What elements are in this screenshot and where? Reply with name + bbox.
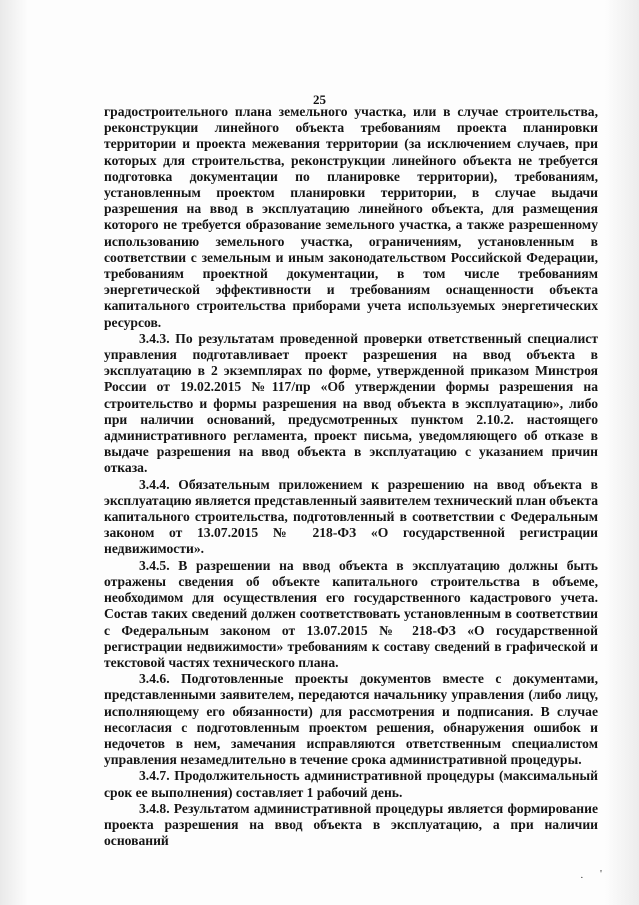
paragraph-3-4-4: 3.4.4. Обязательным приложением к разрешению на ввод объекта в эксплуатацию является представленный заявителем технический план объекта капитального строительства, подготовленный в соответствии с Федеральным законом от 13.07.2015 № 218-ФЗ «О государственной регистрации недвижимости».	[104, 476, 598, 557]
scan-edge-shadow-left	[0, 0, 28, 905]
scan-edge-shadow-right	[605, 0, 639, 905]
paragraph-3-4-5: 3.4.5. В разрешении на ввод объекта в эксплуатацию должны быть отражены сведения об объекте капитального строительства в объеме, необходимом для осуществления его государственного кадастрового учета. Состав таких сведений должен соответствовать установленным в соответствии с Федеральным законом от 13.07.2015 № 218-ФЗ «О государственной регистрации недвижимости» требованиям к составу сведений в графической и текстовой частях технического плана.	[104, 557, 598, 670]
scan-smudge-mark: ·	[580, 872, 584, 884]
body-text	[104, 104, 598, 849]
paragraph-3-4-6: 3.4.6. Подготовленные проекты документов вместе с документами, представленными заявителем, передаются начальнику управления (либо лицу, исполняющему его обязанности) для рассмотрения и подписания. В случае несогласия с подготовленным проектом решения, обнаружения ошибок и недочетов в нем, замечания исправляются ответственным специалистом управления незамедлительно в течение срока административной процедуры.	[104, 671, 598, 768]
scan-smudge-mark: '	[600, 868, 602, 880]
paragraph-3-4-3: 3.4.3. По результатам проведенной проверки ответственный специалист управления подготавливает проект разрешения на ввод объекта в эксплуатацию в 2 экземплярах по форме, утвержденной приказом Минстроя России от 19.02.2015 №117/пр «Об утверждении формы разрешения на строительство и формы разрешения на ввод объекта в эксплуатацию», либо при наличии оснований, предусмотренных пунктом 2.10.2. настоящего административного регламента, проект письма, уведомляющего об отказе в выдаче разрешения на ввод объекта в эксплуатацию с указанием причин отказа.	[104, 330, 598, 476]
page-number: 25	[313, 92, 326, 107]
paragraph-3-4-8: 3.4.8. Результатом административной процедуры является формирование проекта разрешения на ввод объекта в эксплуатацию, а при наличии оснований	[104, 800, 598, 849]
paragraph-continuation: градостроительного плана земельного участка, или в случае строительства, реконструкции линейного объекта требованиям проекта планировки территории и проекта межевания территории (за исключением случаев, при которых для строительства, реконструкции линейного объекта не требуется подготовка документации по планировке территории), требованиям, установленным проектом планировки территории, в случае выдачи разрешения на ввод в эксплуатацию линейного объекта, для размещения которого не требуется образование земельного участка, а также разрешенному использованию земельного участка, ограничениям, установленным в соответствии с земельным и иным законодательством Российской Федерации, требованиям проектной документации, в том числе требованиям энергетической эффективности и требованиям оснащенности объекта капитального строительства приборами учета используемых энергетических ресурсов.	[104, 104, 598, 330]
paragraph-3-4-7: 3.4.7. Продолжительность административной процедуры (максимальный срок ее выполнения) составляет 1 рабочий день.	[104, 768, 598, 800]
